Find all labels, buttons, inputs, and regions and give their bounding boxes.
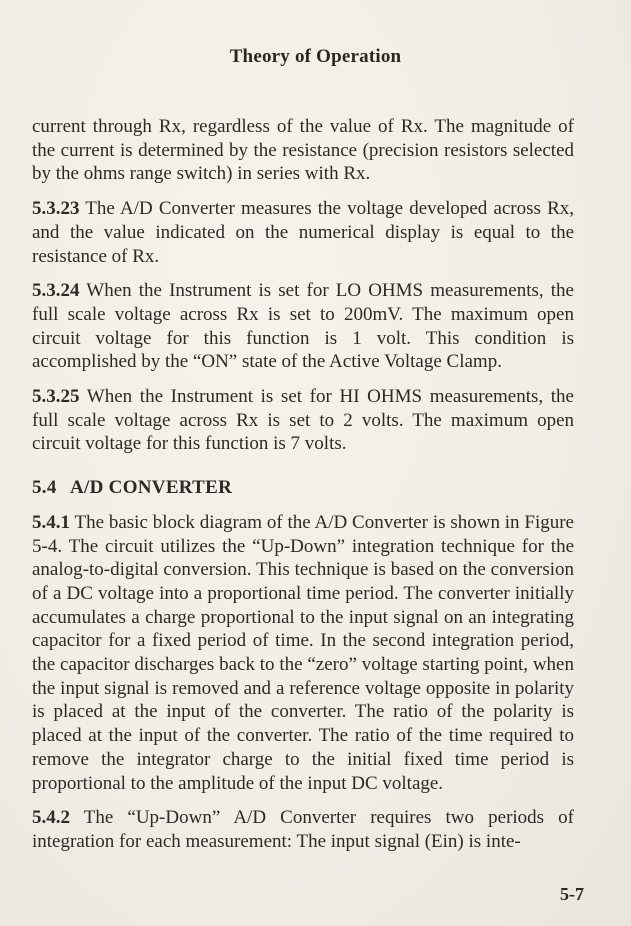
paragraph-text: When the Instrument is set for HI OHMS measurements, the full scale voltage across Rx is set to 2 volts. The maximum open circuit voltage for this function is 7 volts. [32, 386, 574, 455]
paragraph-text: When the Instrument is set for LO OHMS measurements, the full scale voltage across Rx is set to 200mV. The maximum open circuit voltage for this function is 1 volt. This condition is accomplished by the “ON” state of the Active Voltage Clamp. [32, 280, 574, 373]
paragraph-number: 5.3.25 [32, 386, 80, 408]
paragraph-5-4-2 [32, 806, 574, 853]
paragraph-number: 5.4.2 [32, 807, 70, 829]
paragraph-text: The basic block diagram of the A/D Converter is shown in Figure 5-4. The circuit utilizes the “Up-Down” integration technique for the analog-to-digital conversion. This technique is based on the conversion of a DC voltage into a proportional time period. The converter initially accumulates a charge proportional to the input signal on an integrating capacitor for a fixed period of time. In the second integration period, the capacitor discharges back to the “zero” voltage starting point, when the input signal is removed and a reference voltage opposite in polarity is placed at the input of the converter. The ratio of the polarity is placed at the input of the converter. The ratio of the time required to remove the integrator charge to the initial fixed time period is proportional to the amplitude of the input DC voltage. [32, 511, 574, 794]
paragraph-number: 5.4.1 [32, 511, 70, 533]
section-number: 5.4 [32, 477, 57, 499]
paragraph-text: The “Up-Down” A/D Converter requires two periods of integration for each measurement: The input signal (Ein) is inte- [32, 807, 574, 852]
section-title: A/D CONVERTER [70, 477, 233, 499]
paragraph-5-3-24 [32, 279, 574, 374]
paragraph-number: 5.3.24 [32, 280, 80, 302]
running-header: Theory of Operation [229, 46, 402, 67]
paragraph-text: current through Rx, regardless of the value of Rx. The magnitude of the current is determined by the resistance (precision resistors selected by the ohms range switch) in series with Rx. [32, 116, 574, 185]
paragraph-text: The A/D Converter measures the voltage developed across Rx, and the value indicated on the numerical display is equal to the resistance of Rx. [32, 198, 574, 267]
body-text [32, 115, 574, 865]
paragraph-5-3-23 [32, 197, 574, 268]
paragraph-5-3-25 [32, 385, 574, 456]
section-heading [32, 476, 574, 500]
paragraph-continuation [32, 115, 574, 186]
paragraph-5-4-1 [32, 511, 574, 795]
paragraph-number: 5.3.23 [32, 198, 80, 220]
page-number: 5-7 [560, 884, 584, 904]
